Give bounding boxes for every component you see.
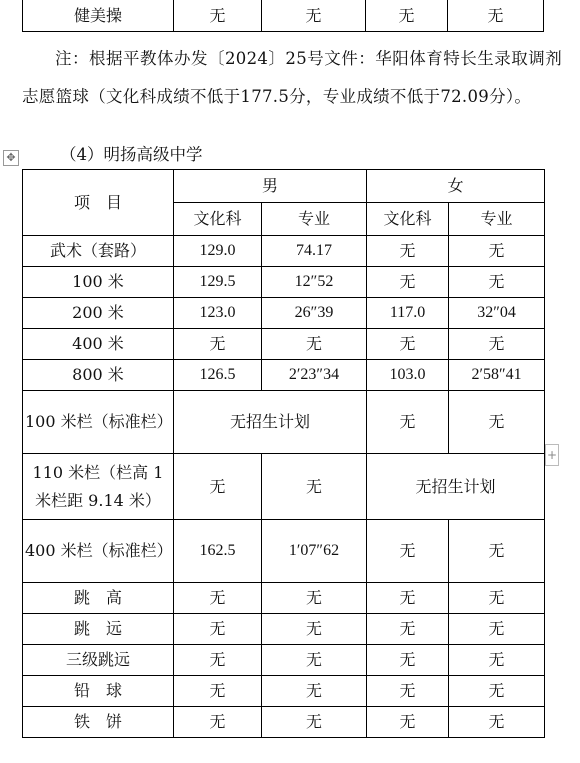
table-cell: 无 (262, 614, 367, 645)
table-cell: 无 (449, 329, 545, 360)
table-cell: 无招生计划 (174, 391, 367, 454)
table-cell: 无 (262, 676, 367, 707)
table-row (23, 236, 545, 267)
table-cell: 129.0 (174, 236, 262, 267)
table-row (23, 391, 545, 454)
row-label: 400 米栏（标准栏） (23, 520, 174, 583)
table-cell: 无 (449, 520, 545, 583)
table-cell: 无 (174, 0, 262, 32)
row-label: 100 米栏（标准栏） (23, 391, 174, 454)
row-label: 100 米 (23, 267, 174, 298)
school-title: （4）明扬高级中学 (60, 145, 203, 164)
note-paragraph: 注：根据平教体办发〔2024〕25号文件：华阳体育特长生录取调剂志愿篮球（文化科成绩不低于177.5分，专业成绩不低于72.09分）。 (22, 49, 562, 106)
row-label: 110 米栏（栏高 1 米栏距 9.14 米） (23, 454, 174, 520)
header-project: 项 目 (23, 170, 174, 236)
table-cell: 2′23″34 (262, 360, 367, 391)
row-label: 武术（套路） (23, 236, 174, 267)
table-cell: 12″52 (262, 267, 367, 298)
row-label: 跳 远 (23, 614, 174, 645)
table-cell: 26″39 (262, 298, 367, 329)
table-cell: 162.5 (174, 520, 262, 583)
table-cell: 无 (367, 520, 449, 583)
table-row (23, 360, 545, 391)
table-cell: 无 (367, 676, 449, 707)
table-header-row (23, 170, 545, 203)
table-cell: 无 (174, 676, 262, 707)
row-label: 800 米 (23, 360, 174, 391)
table-cell: 无 (367, 236, 449, 267)
table-cell: 无 (367, 267, 449, 298)
table-row (23, 676, 545, 707)
table-cell: 无 (367, 645, 449, 676)
table-cell: 无 (262, 454, 367, 520)
table-cell: 无 (174, 645, 262, 676)
table-cell: 74.17 (262, 236, 367, 267)
table-row (23, 520, 545, 583)
header-male: 男 (174, 170, 367, 203)
previous-table-tail (22, 0, 544, 32)
table-cell: 无 (174, 454, 262, 520)
header-male-major: 专业 (262, 203, 367, 236)
table-row (23, 583, 545, 614)
table-cell: 无 (367, 329, 449, 360)
table-cell: 无 (449, 614, 545, 645)
table-cell: 无 (174, 614, 262, 645)
table-cell: 129.5 (174, 267, 262, 298)
table-cell: 117.0 (367, 298, 449, 329)
table-cell: 无 (174, 583, 262, 614)
admission-score-table (22, 169, 545, 738)
table-cell: 无 (262, 707, 367, 738)
table-cell: 无 (262, 583, 367, 614)
table-cell: 无 (367, 614, 449, 645)
table-cell: 123.0 (174, 298, 262, 329)
table-cell: 无 (449, 391, 545, 454)
table-cell: 无 (449, 707, 545, 738)
table-cell: 103.0 (367, 360, 449, 391)
table-cell: 无 (367, 707, 449, 738)
header-male-culture: 文化科 (174, 203, 262, 236)
table-cell: 无 (262, 645, 367, 676)
table-cell: 2′58″41 (449, 360, 545, 391)
table-cell: 无 (262, 0, 366, 32)
table-cell: 无招生计划 (367, 454, 545, 520)
table-row (23, 454, 545, 520)
row-label: 铁 饼 (23, 707, 174, 738)
row-label: 铅 球 (23, 676, 174, 707)
row-label: 跳 高 (23, 583, 174, 614)
table-cell: 无 (449, 583, 545, 614)
table-cell: 1′07″62 (262, 520, 367, 583)
header-female: 女 (367, 170, 545, 203)
row-label: 健美操 (23, 0, 174, 32)
table-cell: 无 (367, 391, 449, 454)
table-row (23, 267, 545, 298)
header-female-culture: 文化科 (367, 203, 449, 236)
table-cell: 32″04 (449, 298, 545, 329)
table-cell: 无 (449, 676, 545, 707)
table-row (23, 329, 545, 360)
table-row (23, 0, 544, 32)
table-cell: 无 (174, 329, 262, 360)
row-label: 三级跳远 (23, 645, 174, 676)
table-cell: 无 (174, 707, 262, 738)
table-row (23, 707, 545, 738)
row-label: 400 米 (23, 329, 174, 360)
table-cell: 无 (262, 329, 367, 360)
header-female-major: 专业 (449, 203, 545, 236)
table-cell: 126.5 (174, 360, 262, 391)
table-cell: 无 (366, 0, 448, 32)
table-row (23, 614, 545, 645)
row-label: 200 米 (23, 298, 174, 329)
table-cell: 无 (367, 583, 449, 614)
table-cell: 无 (449, 236, 545, 267)
table-move-handle-icon[interactable]: ✥ (3, 150, 19, 166)
table-row (23, 298, 545, 329)
table-cell: 无 (448, 0, 544, 32)
add-column-icon[interactable]: + (545, 444, 559, 466)
table-row (23, 645, 545, 676)
table-cell: 无 (449, 645, 545, 676)
table-cell: 无 (449, 267, 545, 298)
